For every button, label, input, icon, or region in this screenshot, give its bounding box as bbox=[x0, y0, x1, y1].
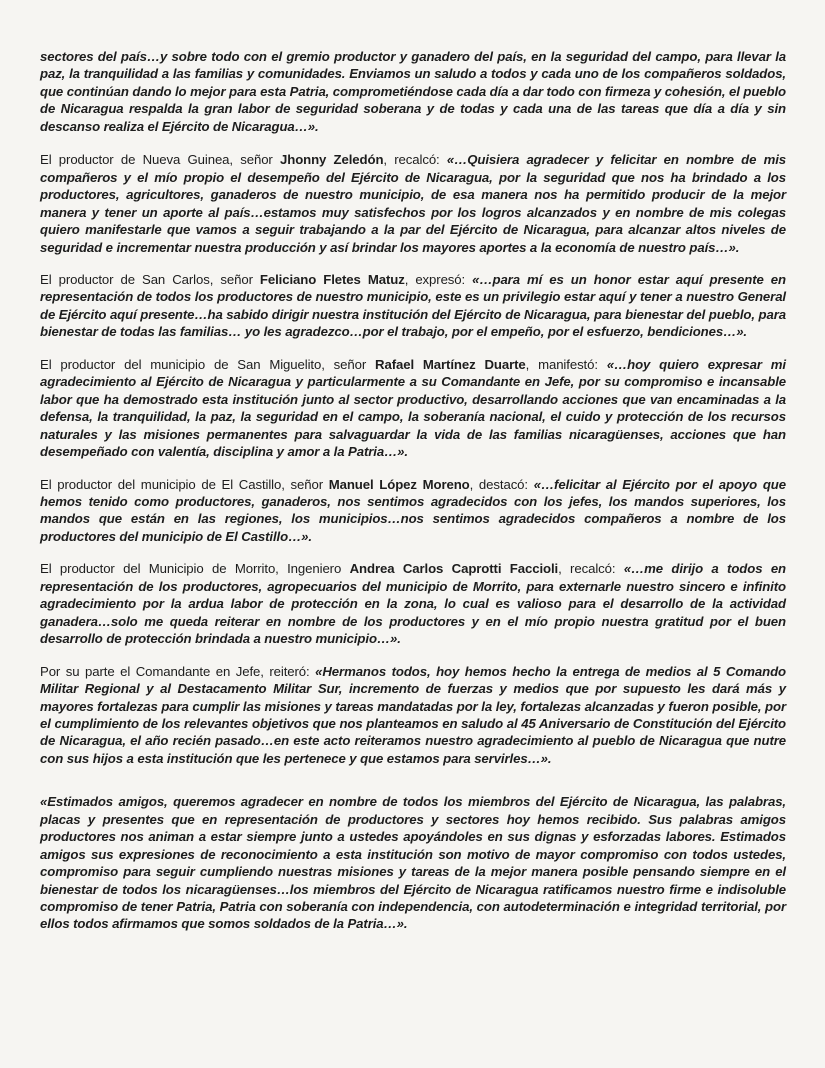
quote-text: «…hoy quiero expresar mi agradecimiento al Ejército de Nicaragua y particularmente a su Comandante en Jefe, por su compromiso e incansable labor que ha demostrado esta institución junto al sector productivo, desarrollando acciones que van encaminadas a la defensa, la tranquilidad, la paz, la seguridad en el campo, la soberanía nacional, el cuido y protección de los recursos naturales y las misiones permanentes para salvaguardar la vida de las familias nicaragüenses, acciones que han desempeñado con valentía, disciplina y amor a la Patria…». bbox=[40, 356, 786, 460]
paragraph-san-miguelito bbox=[40, 356, 786, 461]
speaker-intro-suffix: , recalcó: bbox=[558, 561, 624, 577]
paragraph-comandante-en-jefe bbox=[40, 663, 786, 768]
speaker-name: Rafael Martínez Duarte bbox=[375, 356, 526, 372]
paragraph-san-carlos bbox=[40, 271, 786, 341]
speaker-intro-prefix: El productor de Nueva Guinea, señor bbox=[40, 152, 280, 168]
quote-text: sectores del país…y sobre todo con el gremio productor y ganadero del país, en la seguridad del campo, para llevar la paz, la tranquilidad a las familias y comunidades. Enviamos un saludo a todos y cada uno de los compañeros soldados, que continúan dando lo mejor para esta Patria, comprometiéndose cada día a dar todo con firmeza y cohesión, el pueblo de Nicaragua respalda la gran labor de seguridad soberana y de todas y cada una de las tareas que día a día y sin descanso realiza el Ejército de Nicaragua…». bbox=[40, 49, 787, 134]
paragraph-closing-remarks bbox=[40, 793, 786, 933]
quote-text: «…Quisiera agradecer y felicitar en nombre de mis compañeros y el mío propio el desempeño del Ejército de Nicaragua, por la seguridad que nos ha brindado a los productores, agricultores, ganaderos de nuestro municipio, de esa manera nos ha permitido producir de la mejor manera y tener un aporte al país…estamos muy satisfechos por los logros alcanzados y en nombre de mis colegas quiero manifestarle que vamos a seguir trabajando a la par del Ejército de Nicaragua, para alcanzar altos niveles de seguridad e incrementar nuestra producción y así brindar los mayores aportes a la economía de nuestro país…». bbox=[40, 152, 786, 255]
quote-text: «…felicitar al Ejército por el apoyo que hemos tenido como productores, ganaderos, nos sentimos agradecidos con los jefes, los mandos superiores, los mandos que están en las regiones, los municipios…nos sentimos agradecidos compañeros a nombre de los productores del municipio de El Castillo…». bbox=[40, 476, 786, 544]
speaker-intro-prefix: Por su parte el Comandante en Jefe, reiteró: bbox=[40, 663, 316, 679]
speaker-name: Jhonny Zeledón bbox=[280, 152, 384, 168]
quote-text: «…para mí es un honor estar aquí presente en representación de todos los productores de nuestro municipio, este es un privilegio estar aquí y tener a nuestro General de Ejército aquí presente…ha sabido dirigir nuestra institución del Ejército de Nicaragua, para bienestar del pueblo, para bienestar de todas las familias… yo les agradezco…por el trabajo, por el empeño, por el esfuerzo, bendiciones…». bbox=[40, 271, 786, 340]
speaker-intro-prefix: El productor del municipio de El Castillo, señor bbox=[40, 476, 329, 492]
speaker-intro-suffix: , recalcó: bbox=[383, 152, 447, 168]
speaker-intro-suffix: , manifestó: bbox=[525, 356, 607, 372]
paragraph-nueva-guinea bbox=[40, 151, 786, 256]
speaker-intro-suffix: , expresó: bbox=[404, 271, 473, 287]
quote-text: «Estimados amigos, queremos agradecer en nombre de todos los miembros del Ejército de Nicaragua, las palabras, placas y presentes que en representación de productores y sectores hoy hemos recibido. Sus palabras amigos productores nos animan a estar siempre junto a ustedes apoyándoles en sus dignas y esforzadas labores. Estimados amigos sus expresiones de reconocimiento a esta institución son motivo de mayor compromiso con todos ustedes, compromiso para seguir cumpliendo nuestras misiones y tareas de la mejor manera posible pensando siempre en el bienestar de todos los nicaragüenses…los miembros del Ejército de Nicaragua ratificamos nuestro firme e indisoluble compromiso de tener Patria, Patria con soberanía con independencia, con autodeterminación e integridad territorial, por ellos todos afirmamos que somos soldados de la Patria…». bbox=[40, 794, 786, 932]
speaker-name: Andrea Carlos Caprotti Faccioli bbox=[349, 561, 559, 577]
quote-text: «…me dirijo a todos en representación de los productores, agropecuarios del municipio de Morrito, para externarle nuestro sincero e infinito agradecimiento por la ardua labor de protección en la zona, lo cual es valioso para el desarrollo de la actividad ganadera…solo me queda reiterar en nombre de los productores y en el mío propio nuestra gratitud por el buen desarrollo de protección brindada a nuestro municipio…». bbox=[40, 561, 787, 647]
paragraph-quote-continuation bbox=[40, 48, 786, 135]
paragraph-el-castillo bbox=[40, 476, 786, 546]
speaker-intro-suffix: , destacó: bbox=[469, 476, 534, 492]
paragraph-morrito bbox=[40, 560, 786, 647]
quote-text: «Hermanos todos, hoy hemos hecho la entrega de medios al 5 Comando Militar Regional y al Destacamento Militar Sur, incremento de fuerzas y medios que por supuesto les dará más y mayores fortalezas para cumplir las misiones y tareas mandatadas por la ley, fortalezas alcanzadas y fueron posible, por el cumplimiento de los relevantes objetivos que nos planteamos en saludo al 45 Aniversario de Constitución del Ejército de Nicaragua, el año recién pasado…en este acto reiteramos nuestro agradecimiento al pueblo de Nicaragua que nutre con sus hijos a esta institución que les pertenece y que estamos para servirles…». bbox=[40, 663, 786, 766]
document-text-column bbox=[40, 48, 786, 933]
speaker-intro-prefix: El productor de San Carlos, señor bbox=[40, 271, 260, 287]
speaker-name: Manuel López Moreno bbox=[328, 476, 470, 492]
speaker-intro-prefix: El productor del municipio de San Miguelito, señor bbox=[40, 356, 376, 372]
speaker-name: Feliciano Fletes Matuz bbox=[259, 271, 405, 287]
speaker-intro-prefix: El productor del Municipio de Morrito, Ingeniero bbox=[40, 561, 350, 577]
